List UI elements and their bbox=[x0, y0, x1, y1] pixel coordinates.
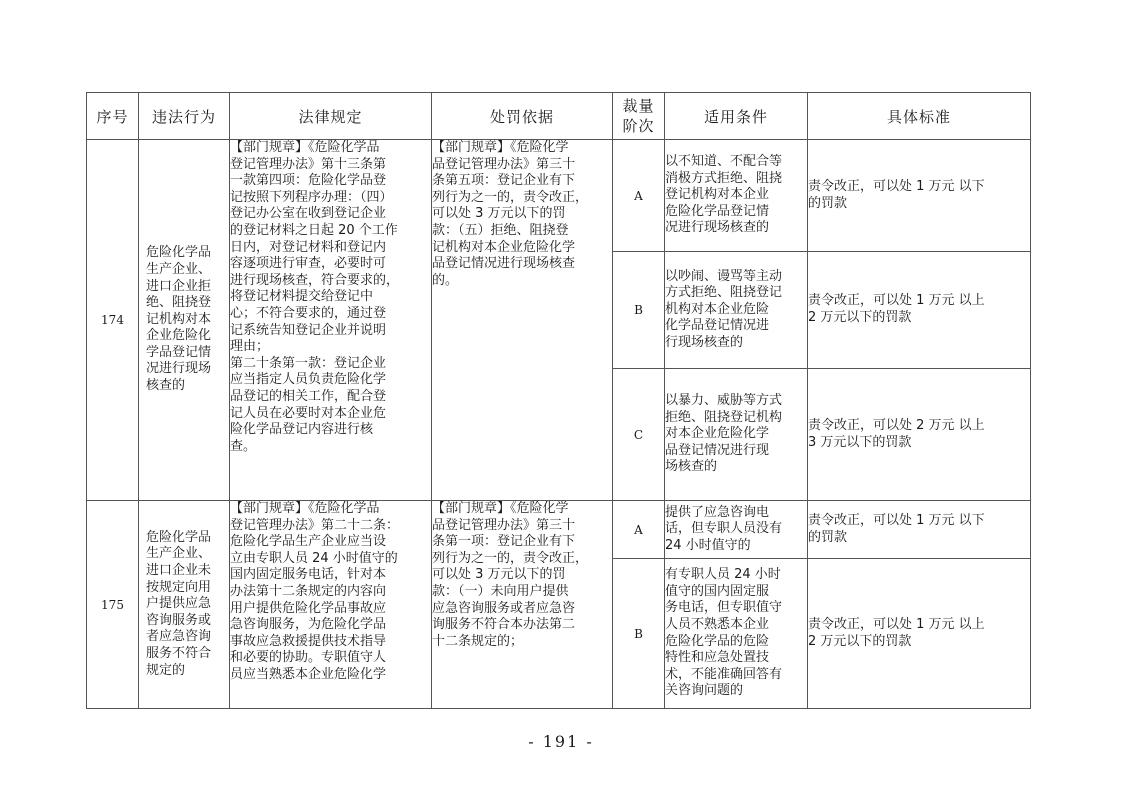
header-seq: 序号 bbox=[87, 93, 139, 140]
level-cell: A bbox=[613, 140, 665, 252]
header-violation: 违法行为 bbox=[139, 93, 230, 140]
standard-cell: 责令改正，可以处 1 万元 以下 的罚款 bbox=[808, 501, 1031, 559]
seq-cell: 174 bbox=[87, 140, 139, 501]
header-law: 法律规定 bbox=[230, 93, 432, 140]
condition-cell: 有专职人员 24 小时 值守的国内固定服 务电话，但专职值守 人员不熟悉本企业 危险化学品的危险 特性和应急处置技 术，不能准确回答有 关咨询问题的 bbox=[665, 559, 808, 709]
standard-cell: 责令改正，可以处 1 万元 以上 2 万元以下的罚款 bbox=[808, 252, 1031, 369]
violation-cell: 危险化学品 生产企业、 进口企业未 按规定向用 户提供应急 咨询服务或 者应急咨询 服务不符合 规定的 bbox=[139, 501, 230, 709]
header-condition: 适用条件 bbox=[665, 93, 808, 140]
level-cell: A bbox=[613, 501, 665, 559]
table-row bbox=[87, 140, 1031, 252]
level-cell: C bbox=[613, 369, 665, 501]
condition-cell: 以暴力、威胁等方式 拒绝、阻挠登记机构 对本企业危险化学 品登记情况进行现 场核查的 bbox=[665, 369, 808, 501]
header-level: 裁量 阶次 bbox=[613, 93, 665, 140]
standard-cell: 责令改正，可以处 1 万元 以上 2 万元以下的罚款 bbox=[808, 559, 1031, 709]
standard-cell: 责令改正，可以处 1 万元 以下 的罚款 bbox=[808, 140, 1031, 252]
level-cell: B bbox=[613, 252, 665, 369]
condition-cell: 以吵闹、谩骂等主动 方式拒绝、阻挠登记 机构对本企业危险 化学品登记情况进 行现场核查的 bbox=[665, 252, 808, 369]
seq-cell: 175 bbox=[87, 501, 139, 709]
law-cell: 【部门规章】《危险化学品 登记管理办法》第二十二条： 危险化学品生产企业应当设 立由专职人员 24 小时值守的 国内固定服务电话，针对本 办法第十二条规定的内容向 用户提供危险化学品事故应 急咨询服务，为危险化学品 事故应急救援提供技术指导 和必要的协助。专职值守人 员应当熟悉本企业危险化学 bbox=[230, 501, 432, 709]
condition-cell: 提供了应急咨询电 话，但专职人员没有 24 小时值守的 bbox=[665, 501, 808, 559]
law-cell: 【部门规章】《危险化学品 登记管理办法》第十三条第 一款第四项：危险化学品登 记按照下列程序办理：（四） 登记办公室在收到登记企业 的登记材料之日起 20 个工作 日内，对登记材料和登记内 容逐项进行审查，必要时可 进行现场核查，符合要求的， 将登记材料提交给登记中 心；不符合要求的，通过登 记系统告知登记企业并说明 理由； 第二十条第一款：登记企业 应当指定人员负责危险化学 品登记的相关工作，配合登 记人员在必要时对本企业危 险化学品登记内容进行核 查。 bbox=[230, 140, 432, 501]
header-penalty-basis: 处罚依据 bbox=[432, 93, 613, 140]
level-cell: B bbox=[613, 559, 665, 709]
standard-cell: 责令改正，可以处 2 万元 以上 3 万元以下的罚款 bbox=[808, 369, 1031, 501]
violation-cell: 危险化学品 生产企业、 进口企业拒 绝、阻挠登 记机构对本 企业危险化 学品登记情 况进行现场 核查的 bbox=[139, 140, 230, 501]
header-row bbox=[87, 93, 1031, 140]
condition-cell: 以不知道、不配合等 消极方式拒绝、阻挠 登记机构对本企业 危险化学品登记情 况进行现场核查的 bbox=[665, 140, 808, 252]
basis-cell: 【部门规章】《危险化学 品登记管理办法》第三十 条第一项：登记企业有下 列行为之一的，责令改正， 可以处 3 万元以下的罚 款：（一）未向用户提供 应急咨询服务或者应急咨 询服务不符合本办法第二 十二条规定的； bbox=[432, 501, 613, 709]
header-standard: 具体标准 bbox=[808, 93, 1031, 140]
page-number: - 191 - bbox=[528, 732, 594, 751]
penalty-table bbox=[86, 92, 1031, 709]
basis-cell: 【部门规章】《危险化学 品登记管理办法》第三十 条第五项：登记企业有下 列行为之一的，责令改正， 可以处 3 万元以下的罚 款：（五）拒绝、阻挠登 记机构对本企业危险化学 品登记情况进行现场核查 的。 bbox=[432, 140, 613, 501]
table-row bbox=[87, 501, 1031, 559]
